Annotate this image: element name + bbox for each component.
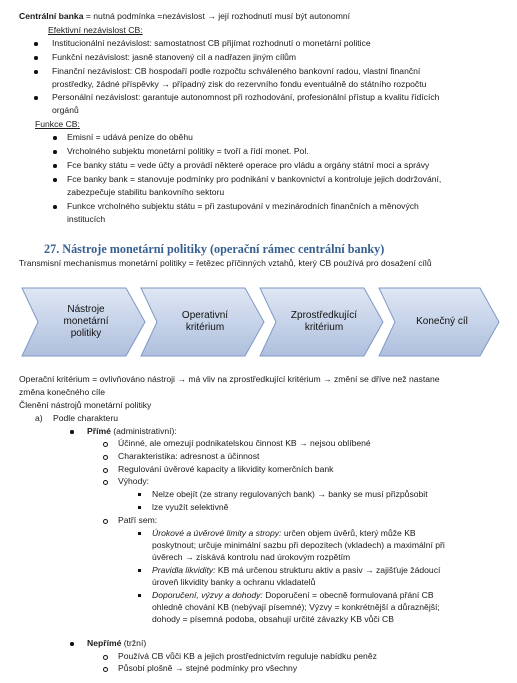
bullet-icon — [34, 56, 38, 60]
direct-item: Regulování úvěrové kapacity a likvidity komerčních bank — [118, 464, 334, 474]
direct-item: Účinné, ale omezují podnikatelskou činnost KB → nejsou oblíbené — [118, 438, 371, 448]
belongs-item-title: Úrokové a úvěrové limity a stropy: — [152, 528, 282, 538]
flow-step-3-line: kritérium — [304, 322, 344, 333]
belongs-item-title: Doporučení, výzvy a dohody: — [152, 590, 263, 600]
belongs-item — [152, 528, 416, 539]
circle-bullet-icon — [103, 667, 108, 672]
division-text: Členění nástrojů monetární politiky — [19, 400, 152, 410]
function-item: Fce banky bank = stanovuje podmínky pro podnikání v bankovnictví a kontroluje jejich dodržování, — [67, 174, 442, 184]
bullet-icon — [70, 642, 74, 646]
belongs-item-title: Pravidla likvidity: — [152, 565, 216, 575]
direct-label: Přímé — [87, 426, 111, 436]
list-marker-a: a) — [35, 413, 43, 423]
cb-title: Centrální banka — [19, 11, 84, 21]
function-item: Funkce vrcholného subjektu státu = při zastupování v mezinárodních finančních a měnových — [67, 201, 419, 211]
independence-item: Personální nezávislost: garantuje autonomnost při rozhodování, profesionální přístup a kvalitu řídících — [52, 92, 440, 102]
circle-bullet-icon — [103, 468, 108, 473]
belongs-item — [152, 565, 440, 576]
direct-heading — [87, 426, 177, 437]
independence-item-cont: prostředky, žádné příspěvky → případný zisk do rezervního fondu eventuálně do státního rozpočtu — [52, 79, 427, 89]
bullet-icon — [53, 178, 57, 182]
indirect-label: Nepřímé — [87, 638, 122, 648]
circle-bullet-icon — [103, 455, 108, 460]
independence-item-cont: orgánů — [52, 105, 79, 115]
cb-intro — [19, 11, 350, 22]
advantage-item: Nelze obejít (ze strany regulovaných bank) → banky se musí přizpůsobit — [152, 489, 428, 499]
function-item: Emisní = udává peníze do oběhu — [67, 132, 193, 142]
indirect-item: Používá CB vůči KB a jejich prostřednictvím reguluje nabídku peněz — [118, 651, 377, 661]
bullet-icon — [34, 96, 38, 100]
by-character-text: Podle charakteru — [53, 413, 118, 423]
flow-step-3 — [278, 288, 370, 356]
bullet-icon — [53, 205, 57, 209]
belongs-item-cont: úvěrech → získává kontrolu nad úrokovým rozpětím — [152, 552, 351, 562]
independence-item: Institucionální nezávislost: samostatnost CB přijímat rozhodnutí o monetární politice — [52, 38, 371, 48]
square-bullet-icon — [138, 506, 141, 509]
indirect-label-rest: (tržní) — [121, 638, 147, 648]
bullet-icon — [70, 430, 74, 434]
square-bullet-icon — [138, 594, 141, 597]
flow-step-1 — [40, 288, 132, 356]
flow-step-2-line: kritérium — [185, 322, 225, 333]
flow-step-1-line: monetární — [63, 316, 109, 327]
op-criterion-text: Operační kritérium = ovlivňováno nástroji → má vliv na zprostředkující kritérium → změní se dříve než nastane — [19, 374, 440, 384]
bullet-icon — [53, 150, 57, 154]
function-item-cont: zabezpečuje stabilitu bankovního sektoru — [67, 187, 225, 197]
functions-heading: Funkce CB: — [35, 119, 80, 129]
advantage-item: lze využít selektivně — [152, 502, 229, 512]
circle-bullet-icon — [103, 655, 108, 660]
direct-item: Výhody: — [118, 476, 150, 486]
belongs-item-text: určen objem úvěrů, který může KB — [281, 528, 416, 538]
belongs-item-cont: dohody = písemná podoba, obsahují určité závazky KB vůči CB — [152, 614, 394, 624]
belongs-label: Patří sem: — [118, 515, 158, 525]
belongs-item-cont: ohledně chování KB (nebývají písemné); Výzvy = konkrétnější a důraznější; — [152, 602, 440, 612]
belongs-item-cont: poskytnout; určuje minimální sazbu při depozitech (vkladech) a maximální při — [152, 540, 445, 550]
cb-intro-text: = nutná podmínka =nezávislost → její rozhodnutí musí být autonomní — [83, 11, 351, 21]
function-item-cont: institucích — [67, 214, 106, 224]
indirect-item: Působí plošně → stejné podmínky pro všechny — [118, 663, 298, 673]
square-bullet-icon — [138, 532, 141, 535]
independence-heading: Efektivní nezávislost CB: — [48, 25, 143, 35]
bullet-icon — [34, 70, 38, 74]
flow-step-2-line: Operativní — [181, 310, 229, 321]
function-item: Vrcholného subjektu monetární politiky = tvoří a řídí monet. Pol. — [67, 146, 309, 156]
circle-bullet-icon — [103, 480, 108, 485]
function-item: Fce banky státu = vede účty a provádí některé operace pro vládu a orgány státní moci a správy — [67, 160, 430, 170]
bullet-icon — [53, 164, 57, 168]
indirect-heading — [87, 638, 146, 649]
flow-step-3-line: Zprostředkující — [290, 310, 358, 321]
flow-step-1-line: politiky — [70, 328, 102, 339]
flow-step-4-line: Konečný cíl — [416, 316, 468, 327]
flow-step-2 — [159, 288, 251, 356]
op-criterion-text-cont: změna konečného cíle — [19, 387, 105, 397]
flow-step-4 — [397, 288, 487, 356]
circle-bullet-icon — [103, 442, 108, 447]
bullet-icon — [53, 136, 57, 140]
square-bullet-icon — [138, 569, 141, 572]
direct-item: Charakteristika: adresnost a účinnost — [118, 451, 260, 461]
square-bullet-icon — [138, 493, 141, 496]
independence-item: Finanční nezávislost: CB hospodaří podle rozpočtu schváleného bankovní radou, vlastní finanční — [52, 66, 421, 76]
circle-bullet-icon — [103, 519, 108, 524]
belongs-item-text: Doporučení = obecně formulovaná přání CB — [262, 590, 434, 600]
independence-item: Funkční nezávislost: jasně stanovený cíl a nadřazen jiným cílům — [52, 52, 297, 62]
section-heading: 27. Nástroje monetární politiky (operační rámec centrální banky) — [44, 242, 385, 256]
direct-label-rest: (administrativní): — [110, 426, 177, 436]
transmission-text: Transmisní mechanismus monetární politiky = řetězec příčinných vztahů, který CB používá pro dosažení cílů — [19, 258, 432, 268]
belongs-item-text: KB má určenou strukturu aktiv a pasiv → zajišťuje žádoucí — [215, 565, 441, 575]
bullet-icon — [34, 42, 38, 46]
flow-step-1-line: Nástroje — [67, 304, 105, 315]
belongs-item-cont: úroveň likvidity banky a ochranu vkladatelů — [152, 577, 316, 587]
belongs-item — [152, 590, 434, 601]
